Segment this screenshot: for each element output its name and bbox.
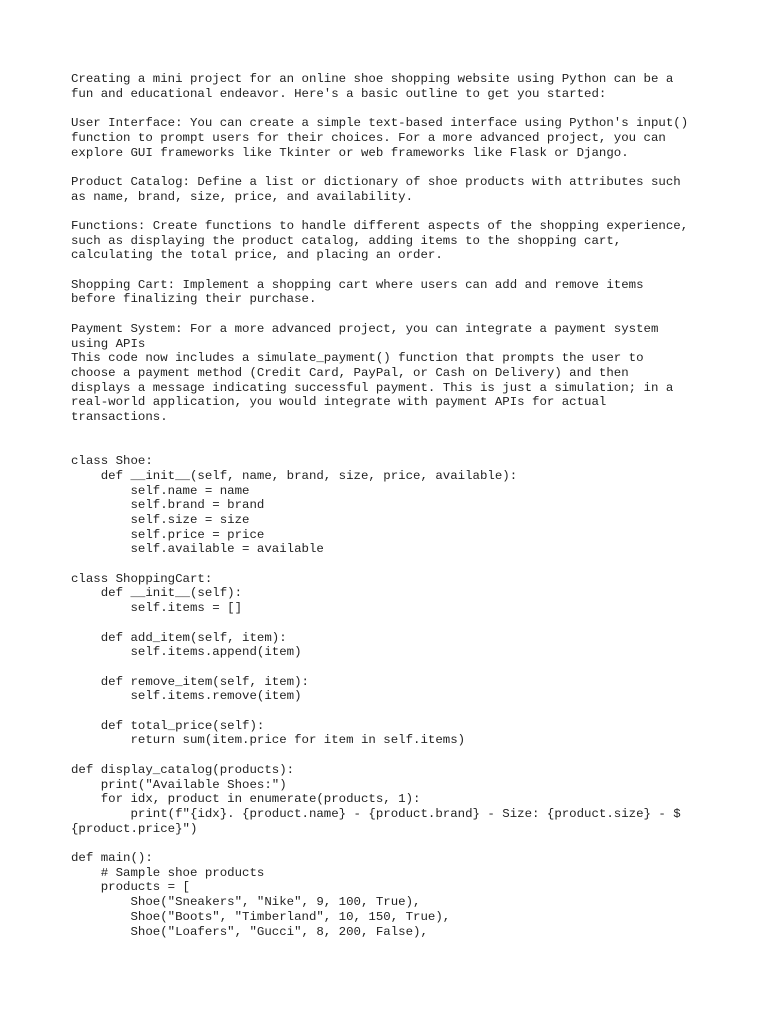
document-line: Shoe("Loafers", "Gucci", 8, 200, False), <box>71 924 428 939</box>
document-line: {product.price}") <box>71 821 198 836</box>
document-line: Product Catalog: Define a list or dictionary of shoe products with attributes such <box>71 174 681 189</box>
document-line: real-world application, you would integrate with payment APIs for actual <box>71 395 607 410</box>
document-line: function to prompt users for their choices. For a more advanced project, you can <box>71 130 666 145</box>
document-line: self.available = available <box>71 542 324 557</box>
document-line: print(f"{idx}. {product.name} - {product.brand} - Size: {product.size} - $ <box>71 806 681 821</box>
document-line: Functions: Create functions to handle different aspects of the shopping experience, <box>71 218 689 233</box>
document-line: def display_catalog(products): <box>71 762 295 777</box>
document-line: self.items = [] <box>71 601 243 616</box>
document-line: using APIs <box>71 336 146 351</box>
document-line: def main(): <box>71 851 153 866</box>
document-line: Shopping Cart: Implement a shopping cart where users can add and remove items <box>71 277 644 292</box>
document-line <box>71 160 731 175</box>
document-line: calculating the total price, and placing an order. <box>71 248 443 263</box>
document-line: before finalizing their purchase. <box>71 292 317 307</box>
document-line: self.items.append(item) <box>71 645 302 660</box>
document-line: self.name = name <box>71 483 250 498</box>
document-line: return sum(item.price for item in self.items) <box>71 733 466 748</box>
document-line: def __init__(self): <box>71 586 243 601</box>
document-line: such as displaying the product catalog, adding items to the shopping cart, <box>71 233 622 248</box>
document-line <box>71 704 731 719</box>
document-line: class ShoppingCart: <box>71 571 213 586</box>
document-line: choose a payment method (Credit Card, PayPal, or Cash on Delivery) and then <box>71 365 629 380</box>
document-line <box>71 425 731 440</box>
document-line: Creating a mini project for an online shoe shopping website using Python can be a <box>71 72 674 86</box>
document-body <box>71 72 731 939</box>
document-line: print("Available Shoes:") <box>71 777 287 792</box>
document-line: User Interface: You can create a simple text-based interface using Python's input() <box>71 116 689 131</box>
document-line: self.price = price <box>71 527 265 542</box>
document-line: products = [ <box>71 880 190 895</box>
document-line: def __init__(self, name, brand, size, price, available): <box>71 468 518 483</box>
document-line: class Shoe: <box>71 454 153 469</box>
document-line: transactions. <box>71 410 168 425</box>
document-line: as name, brand, size, price, and availability. <box>71 189 414 204</box>
document-line <box>71 616 731 631</box>
document-line: Payment System: For a more advanced project, you can integrate a payment system <box>71 321 659 336</box>
document-line: def remove_item(self, item): <box>71 674 309 689</box>
document-line: fun and educational endeavor. Here's a basic outline to get you started: <box>71 86 607 101</box>
document-line <box>71 307 731 322</box>
document-line <box>71 101 731 116</box>
document-line: This code now includes a simulate_payment() function that prompts the user to <box>71 351 644 366</box>
document-line: self.brand = brand <box>71 498 265 513</box>
document-line <box>71 263 731 278</box>
document-line <box>71 836 731 851</box>
document-line: def total_price(self): <box>71 718 265 733</box>
document-line <box>71 439 731 454</box>
document-line <box>71 204 731 219</box>
document-line: # Sample shoe products <box>71 865 265 880</box>
document-line: self.size = size <box>71 512 250 527</box>
document-line <box>71 660 731 675</box>
document-line: Shoe("Boots", "Timberland", 10, 150, True), <box>71 909 451 924</box>
document-line <box>71 748 731 763</box>
document-line: Shoe("Sneakers", "Nike", 9, 100, True), <box>71 895 421 910</box>
document-line: explore GUI frameworks like Tkinter or web frameworks like Flask or Django. <box>71 145 629 160</box>
document-line: self.items.remove(item) <box>71 689 302 704</box>
document-line: def add_item(self, item): <box>71 630 287 645</box>
document-line <box>71 557 731 572</box>
document-line: for idx, product in enumerate(products, 1): <box>71 792 421 807</box>
document-line: displays a message indicating successful payment. This is just a simulation; in a <box>71 380 674 395</box>
